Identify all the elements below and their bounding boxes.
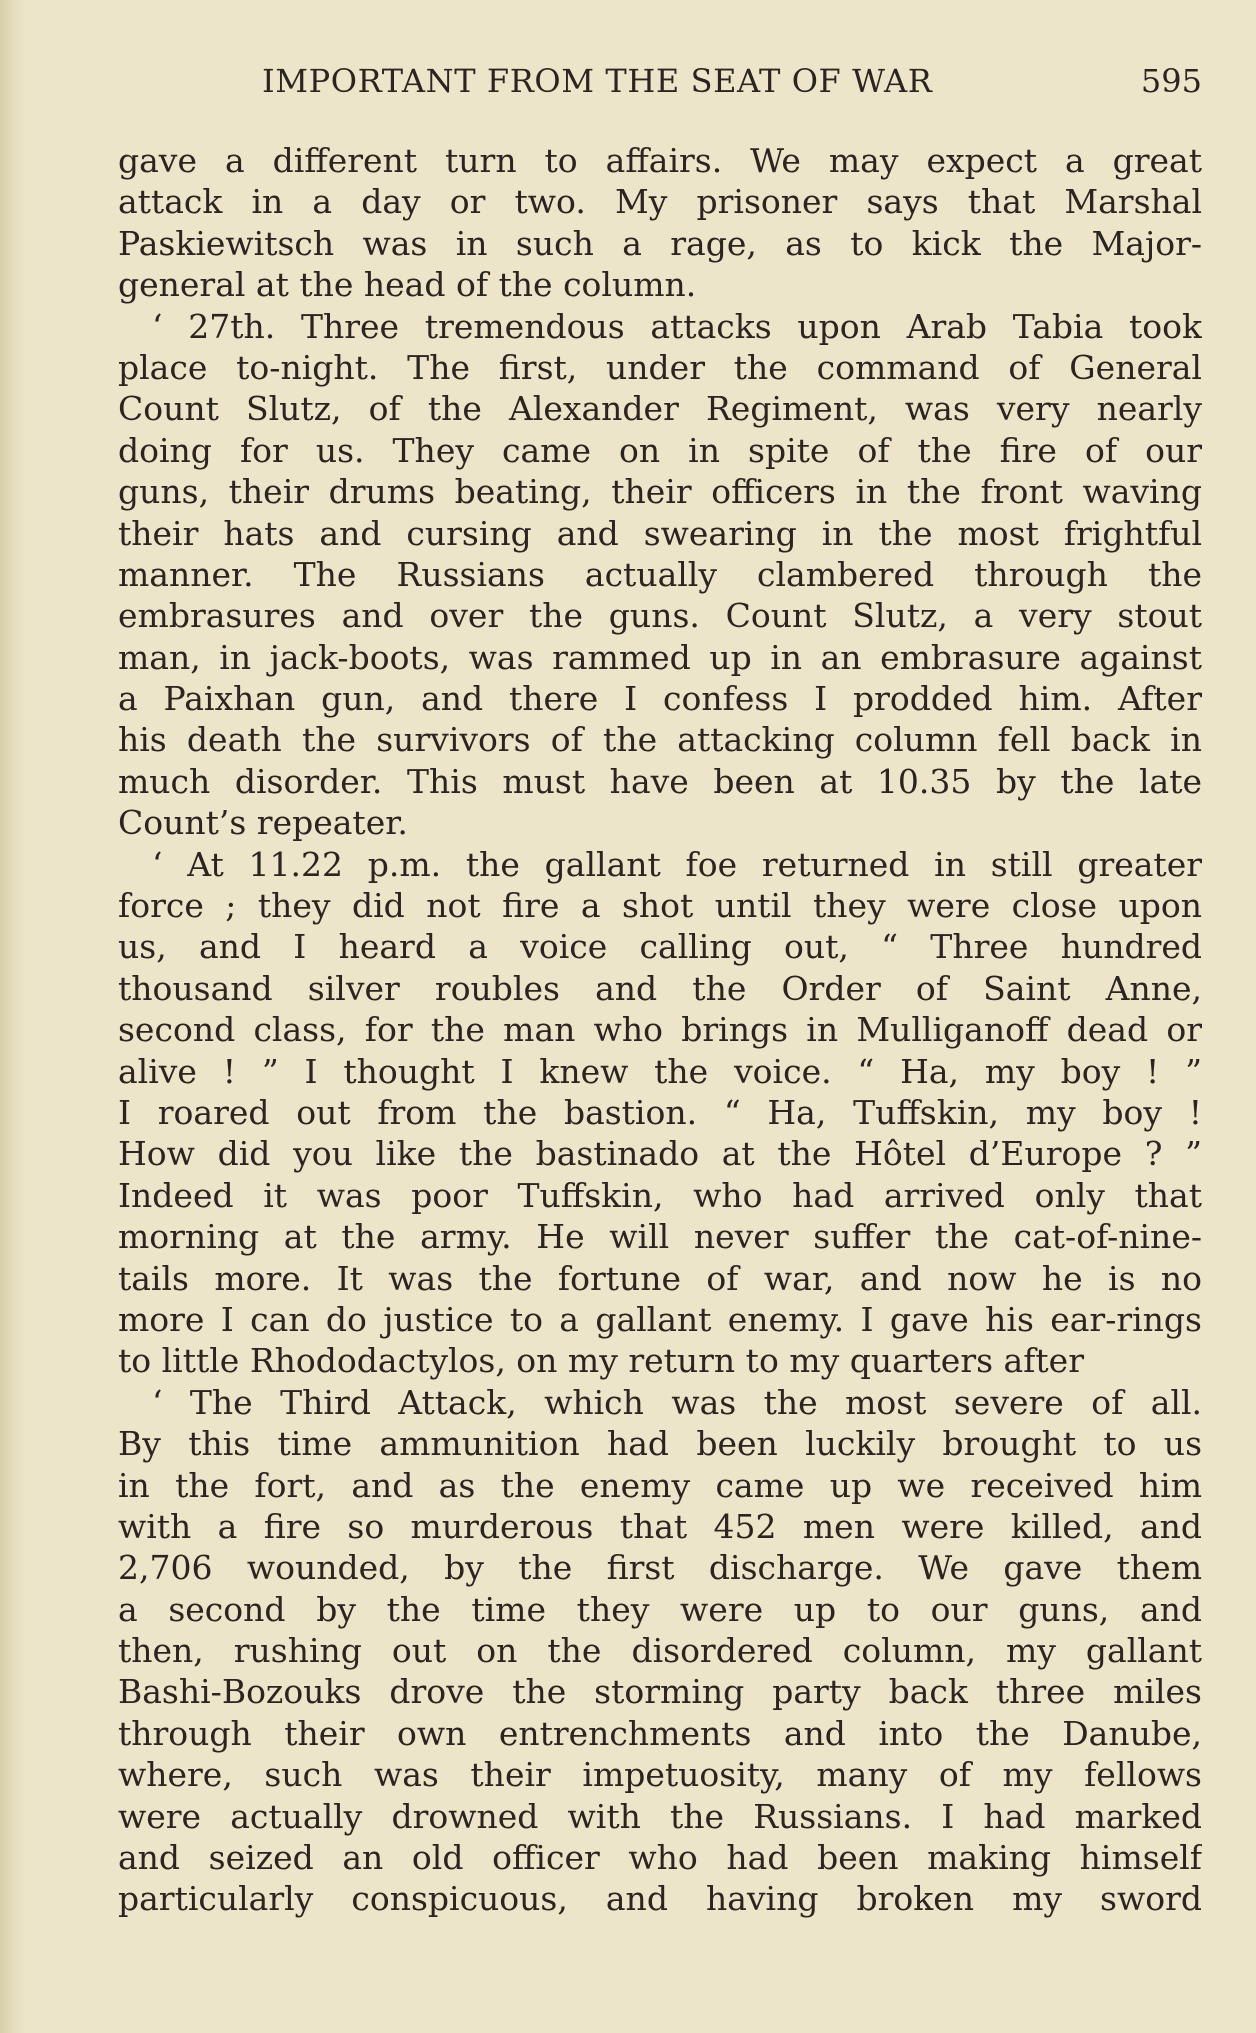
- text-line: particularly conspicuous, and having broken my sword: [118, 1879, 1202, 1919]
- text-line: with a fire so murderous that 452 men were killed, and: [118, 1506, 1202, 1546]
- text-line: man, in jack-boots, was rammed up in an embrasure against: [118, 637, 1202, 677]
- text-line: 2,706 wounded, by the first discharge. We gave them: [118, 1548, 1202, 1588]
- text-line: ‘ At 11.22 p.m. the gallant foe returned in still greater: [152, 844, 1202, 884]
- text-line: morning at the army. He will never suffer the cat-of-nine-: [118, 1217, 1202, 1257]
- page-header: [118, 62, 1202, 112]
- text-line: to little Rhododactylos, on my return to my quarters after: [118, 1341, 1084, 1381]
- text-line: general at the head of the column.: [118, 265, 697, 305]
- text-line: thousand silver roubles and the Order of Saint Anne,: [118, 968, 1202, 1008]
- running-head: IMPORTANT FROM THE SEAT OF WAR: [262, 62, 933, 100]
- text-line: manner. The Russians actually clambered through the: [118, 554, 1202, 594]
- text-line: ‘ 27th. Three tremendous attacks upon Arab Tabia took: [152, 306, 1202, 346]
- text-line: alive ! ” I thought I knew the voice. “ Ha, my boy ! ”: [118, 1051, 1202, 1091]
- text-line: a Paixhan gun, and there I confess I prodded him. After: [118, 679, 1202, 719]
- text-line: a second by the time they were up to our guns, and: [118, 1589, 1202, 1629]
- text-line: second class, for the man who brings in Mulliganoff dead or: [118, 1010, 1202, 1050]
- text-line: tails more. It was the fortune of war, and now he is no: [118, 1258, 1202, 1298]
- text-line: force ; they did not fire a shot until they were close upon: [118, 886, 1202, 926]
- text-line: By this time ammunition had been luckily brought to us: [118, 1424, 1202, 1464]
- text-line: doing for us. They came on in spite of the fire of our: [118, 430, 1202, 470]
- text-line: in the fort, and as the enemy came up we received him: [118, 1465, 1202, 1505]
- text-line: their hats and cursing and swearing in the most frightful: [118, 513, 1202, 553]
- text-line: us, and I heard a voice calling out, “ Three hundred: [118, 927, 1202, 967]
- text-line: Count Slutz, of the Alexander Regiment, was very nearly: [118, 389, 1202, 429]
- text-line: Paskiewitsch was in such a rage, as to kick the Major-: [118, 223, 1202, 263]
- text-line: attack in a day or two. My prisoner says that Marshal: [118, 182, 1202, 222]
- text-line: where, such was their impetuosity, many of my fellows: [118, 1755, 1202, 1795]
- text-line: ‘ The Third Attack, which was the most severe of all.: [152, 1382, 1202, 1422]
- page-number: 595: [1140, 62, 1202, 100]
- text-line: place to-night. The first, under the command of General: [118, 347, 1202, 387]
- text-line: Bashi-Bozouks drove the storming party back three miles: [118, 1672, 1202, 1712]
- book-page: [118, 0, 1202, 2033]
- text-line: more I can do justice to a gallant enemy. I gave his ear-rings: [118, 1299, 1202, 1339]
- text-line: then, rushing out on the disordered column, my gallant: [118, 1631, 1202, 1671]
- text-line: and seized an old officer who had been making himself: [118, 1838, 1202, 1878]
- text-line: through their own entrenchments and into the Danube,: [118, 1713, 1202, 1753]
- text-line: How did you like the bastinado at the Hôtel d’Europe ? ”: [118, 1134, 1202, 1174]
- body-text: [118, 140, 1202, 1920]
- text-line: guns, their drums beating, their officers in the front waving: [118, 472, 1202, 512]
- text-line: embrasures and over the guns. Count Slutz, a very stout: [118, 596, 1202, 636]
- text-line: Indeed it was poor Tuffskin, who had arrived only that: [118, 1175, 1202, 1215]
- text-line: I roared out from the bastion. “ Ha, Tuffskin, my boy !: [118, 1092, 1202, 1132]
- text-line: his death the survivors of the attacking column fell back in: [118, 720, 1202, 760]
- text-line: were actually drowned with the Russians. I had marked: [118, 1796, 1202, 1836]
- page-gutter-shadow: [0, 0, 26, 2033]
- text-line: much disorder. This must have been at 10.35 by the late: [118, 761, 1202, 801]
- text-line: Count’s repeater.: [118, 803, 408, 843]
- text-line: gave a different turn to affairs. We may expect a great: [118, 141, 1202, 180]
